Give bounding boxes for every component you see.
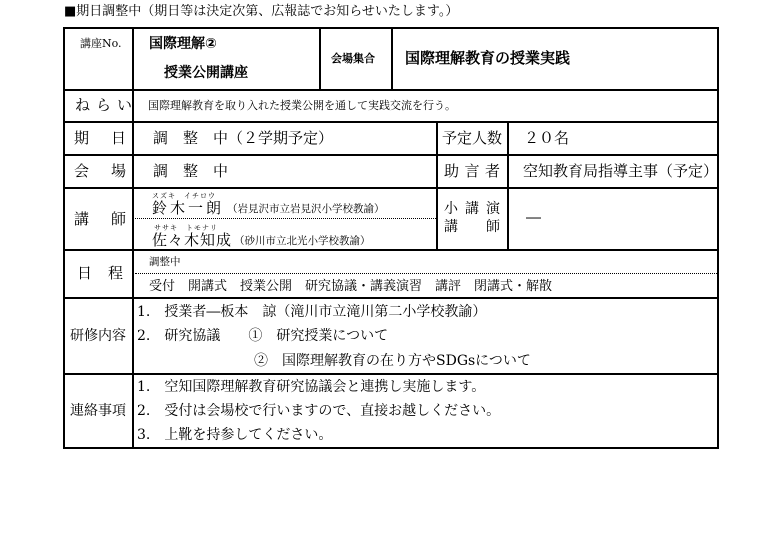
agenda-separator — [135, 273, 717, 274]
header-divider — [319, 27, 321, 90]
venue-label-char2: 場 — [110, 162, 126, 180]
header-divider — [391, 27, 393, 90]
instructor-1-affiliation: （岩見沢市立岩見沢小学校教諭） — [227, 203, 385, 215]
row-divider — [63, 121, 719, 123]
subcolumn-divider — [507, 121, 509, 250]
agenda-items: 受付 開講式 授業公開 研究協議・講義演習 講評 閉講式・解散 — [149, 279, 553, 294]
small-lecture-label-2 — [444, 220, 500, 234]
contact-line-1: 1. 空知国際理解教育研究協議会と連携し実施します。 — [137, 379, 486, 395]
venue-label — [74, 164, 126, 179]
capacity-value: ２０名 — [524, 129, 570, 147]
small-lecture-char1: 小 — [444, 201, 458, 217]
content-line-3: ② 国際理解教育の在り方やSDGsについて — [254, 353, 531, 369]
content-line-2: 2. 研究協議 ① 研究授業について — [137, 328, 389, 344]
advisor-label-char2: 言 — [464, 162, 480, 180]
venue-assembly-label: 会場集合 — [331, 52, 375, 65]
schedule-notice: ■期日調整中（期日等は決定次第、広報誌でお知らせいたします。） — [64, 4, 459, 19]
small-lecture-char5: 師 — [486, 219, 500, 235]
instructor-1-name: 鈴木一朗 — [152, 199, 225, 217]
small-lecture-label-1 — [444, 202, 500, 216]
advisor-value: 空知教育局指導主事（予定） — [523, 162, 719, 180]
content-line-1: 1. 授業者―板本 諒（滝川市立滝川第二小学校教諭） — [137, 304, 487, 320]
agenda-time-note: 調整中 — [149, 256, 181, 268]
advisor-label-char3: 者 — [484, 162, 500, 180]
schedule-label-char2: 日 — [110, 129, 126, 147]
capacity-label: 予定人数 — [442, 129, 503, 147]
agenda-label-char1: 日 — [77, 264, 93, 282]
instructor-separator — [135, 218, 436, 219]
content-label: 研修内容 — [70, 328, 126, 344]
contact-label: 連絡事項 — [70, 403, 126, 419]
row-divider — [63, 373, 719, 375]
advisor-label — [444, 164, 500, 179]
instructor-label-char1: 講 — [74, 210, 90, 228]
row-divider — [63, 154, 719, 156]
agenda-label-char2: 程 — [107, 264, 123, 282]
advisor-label-char1: 助 — [444, 162, 460, 180]
venue-label-char1: 会 — [74, 162, 90, 180]
aim-label: ねらい — [75, 96, 139, 114]
subcolumn-divider — [436, 121, 438, 250]
instructor-2-name: 佐々木知成 — [152, 231, 233, 249]
schedule-value: 調 整 中（２学期予定） — [153, 129, 334, 147]
small-lecture-char4: 講 — [444, 219, 458, 235]
instructor-1-ruby: スズキ イチロウ — [152, 192, 216, 200]
contact-line-2: 2. 受付は会場校で行いますので、直接お越しください。 — [137, 403, 501, 419]
instructor-2-ruby: ササキ トモナリ — [154, 224, 218, 232]
row-divider — [63, 249, 719, 251]
instructor-label-char2: 師 — [110, 210, 126, 228]
course-title-line2: 授業公開講座 — [164, 65, 248, 81]
small-lecture-char2: 講 — [465, 201, 479, 217]
aim-text: 国際理解教育を取り入れた授業公開を通して実践交流を行う。 — [148, 99, 456, 112]
small-lecture-char3: 演 — [486, 201, 500, 217]
label-column-divider — [132, 27, 134, 449]
form-border-bottom — [63, 447, 719, 449]
contact-line-3: 3. 上靴を持参してください。 — [137, 427, 333, 443]
schedule-label — [74, 131, 126, 146]
row-divider — [63, 297, 719, 299]
row-divider — [63, 187, 719, 189]
course-no-label: 講座No. — [80, 37, 122, 50]
small-lecture-value: ― — [526, 208, 541, 226]
agenda-label — [77, 266, 123, 281]
schedule-label-char1: 期 — [74, 129, 90, 147]
instructor-label — [74, 212, 126, 227]
venue-value: 調 整 中 — [153, 162, 229, 180]
course-title-line1: 国際理解② — [149, 36, 217, 52]
instructor-2-affiliation: （砂川市立北光小学校教諭） — [234, 235, 371, 247]
course-theme: 国際理解教育の授業実践 — [405, 49, 571, 67]
